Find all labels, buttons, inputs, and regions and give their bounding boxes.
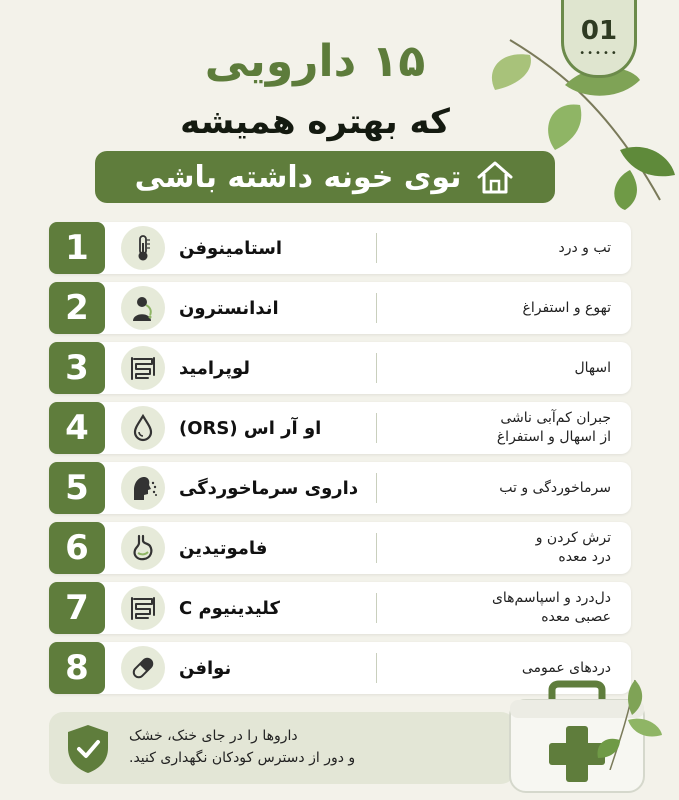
title-banner [95,151,555,203]
row-icon-holder [121,406,165,450]
drug-name: کلیدینیوم C [179,597,280,619]
storage-note-line-1: داروها را در جای خنک، خشک [129,728,298,745]
row-icon-holder [121,226,165,270]
list-item [49,282,631,334]
drug-use: اسهال [574,359,611,376]
drug-use: دردهای عمومی [521,659,611,676]
row-number: 5 [49,462,105,514]
divider [376,533,377,563]
row-number: 3 [49,342,105,394]
drug-use: سرماخوردگی و تب [499,479,611,496]
drug-name: لوپرامید [179,357,251,379]
row-icon-holder [121,286,165,330]
leaves-icon [590,670,679,770]
row-icon-holder [121,526,165,570]
divider [376,293,377,323]
drop-icon [128,413,158,443]
badge-dots: ••••• [579,48,619,59]
banner-text: توی خونه داشته باشی [134,159,462,195]
drug-name: فاموتیدین [179,537,268,559]
page-number: 01 [580,16,618,46]
divider [376,413,377,443]
drug-name: استامینوفن [179,237,283,259]
drug-use: دل‌درد و اسپاسم‌های عصبی معده [491,590,611,625]
drug-name: نوافن [179,657,232,679]
divider [376,353,377,383]
list-item [49,462,631,514]
divider [376,233,377,263]
drug-use: جبران کم‌آبی ناشی از اسهال و استفراغ [496,410,611,445]
intestine-icon [128,353,158,383]
list-item [49,222,631,274]
row-icon-holder [121,586,165,630]
drug-use: تهوع و استفراغ [522,299,611,316]
medicine-list [49,222,631,702]
storage-note [49,712,515,784]
sneeze-icon [128,473,158,503]
capsule-icon [128,653,158,683]
drug-name: اندانسترون [179,297,279,319]
row-number: 2 [49,282,105,334]
drug-use: ترش کردن و درد معده [535,530,611,565]
stomach-icon [128,533,158,563]
list-item [49,342,631,394]
list-item [49,522,631,574]
list-item [49,402,631,454]
thermometer-icon [128,233,158,263]
shield-check-icon [63,722,113,776]
divider [376,653,377,683]
drug-name: داروی سرماخوردگی [179,477,359,499]
row-number: 6 [49,522,105,574]
row-number: 4 [49,402,105,454]
row-number: 1 [49,222,105,274]
intestine-icon [128,593,158,623]
nausea-person-icon [128,293,158,323]
divider [376,593,377,623]
divider [376,473,377,503]
storage-note-text [129,722,499,774]
title-line-2: که بهتره همیشه [180,102,450,142]
row-number: 8 [49,642,105,694]
drug-use: تب و درد [558,239,611,256]
row-number: 7 [49,582,105,634]
row-icon-holder [121,346,165,390]
row-icon-holder [121,646,165,690]
drug-name: او آر اس (ORS) [179,417,322,439]
storage-note-line-2: و دور از دسترس کودکان نگهداری کنید. [129,750,356,766]
row-icon-holder [121,466,165,510]
home-icon [475,159,515,195]
list-item [49,582,631,634]
page-number-badge [561,0,637,78]
title-line-1: ۱۵ دارویی [204,36,426,87]
